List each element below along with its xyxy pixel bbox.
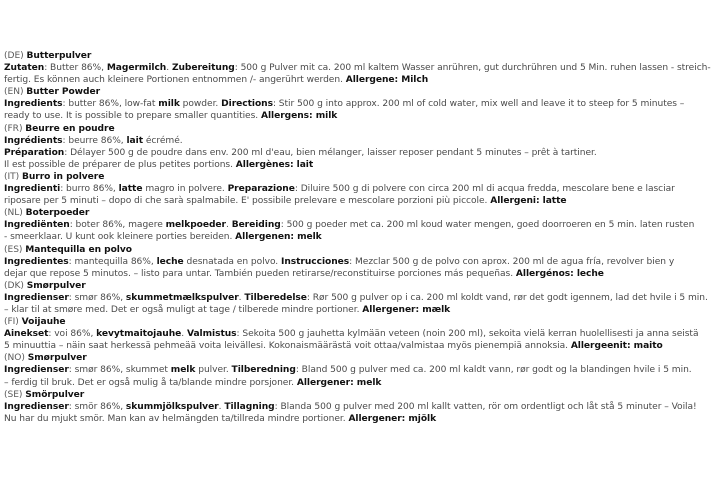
bold-term: melkpoeder — [165, 220, 226, 231]
bold-term: Magermilch — [106, 63, 167, 74]
language-section — [4, 352, 692, 388]
language-section — [4, 86, 685, 122]
body-text: . — [238, 292, 245, 303]
bold-term: Zutaten — [4, 63, 45, 74]
body-text: : boter 86%, magere — [69, 220, 166, 231]
text-line — [4, 159, 636, 171]
bold-term: Ingredientes — [4, 256, 69, 267]
bold-term: lait — [126, 135, 144, 146]
body-text: : Délayer 500 g de poudre dans env. 200 ml d'eau, bien mélanger, laisser reposer pendant 5 minutes – prêt à tartiner. — [64, 147, 597, 158]
body-text: dejar que repose 5 minutos. – listo para untar. También pueden retirarse/reconstituirse porciones más pequeñas. — [4, 268, 516, 279]
bold-term: Allergeni: latte — [490, 196, 567, 207]
bold-term: Préparation — [4, 147, 65, 158]
product-name: Boterpoeder — [25, 208, 90, 219]
body-text: powder. — [179, 99, 222, 110]
body-text: riposare per 5 minuti – dopo di che sarà spalmabile. E' possibile prelevare e mescolare porzioni più piccole. — [4, 196, 491, 207]
product-name: Smørpulver — [27, 353, 87, 364]
body-text: . — [166, 63, 172, 74]
bold-term: Tilberedning — [231, 365, 296, 376]
body-text: : Bland 500 g pulver med ca. 200 ml kaldt vann, rør godt og la blandingen hvile i 5 min. — [295, 365, 692, 376]
section-heading — [4, 244, 636, 256]
body-text: desnatada en polvo. — [183, 256, 281, 267]
language-section — [4, 244, 675, 280]
product-name: Beurre en poudre — [25, 123, 115, 134]
body-text: : 500 g Pulver mit ca. 200 ml kaltem Wasser anrühren, gut durchrühren und 5 Min. ruhen lassen - streich- — [234, 63, 711, 74]
bold-term: Allergènes: lait — [235, 159, 314, 170]
language-section — [4, 207, 695, 243]
text-line — [4, 74, 636, 86]
body-text: pulver. — [195, 365, 232, 376]
body-text: fertig. Es können auch kleinere Portionen entnommen /- angerührt werden. — [4, 75, 346, 86]
section-heading — [4, 123, 636, 135]
bold-term: Ingredienser — [4, 292, 69, 303]
language-code: (DK) — [4, 280, 24, 291]
bold-term: kevytmaitojauhe — [96, 329, 182, 340]
product-name: Smörpulver — [25, 389, 85, 400]
body-text: . — [181, 329, 187, 340]
bold-term: skummetmælkspulver — [125, 292, 239, 303]
multilingual-product-label — [4, 50, 711, 425]
body-text: : smør 86%, skummet — [68, 365, 171, 376]
product-name: Mantequilla en polvo — [25, 244, 132, 255]
body-text: ready to use. It is possible to prepare smaller quantities. — [4, 111, 261, 122]
body-text: : smör 86%, — [68, 401, 126, 412]
bold-term: Zubereitung — [171, 63, 235, 74]
language-code: (IT) — [4, 171, 20, 182]
body-text: : smør 86%, — [68, 292, 126, 303]
body-text: 5 minuuttia – näin saat herkessä pehmeää voita leivällesi. Kokonaismäärästä voit ottaa/valmistaa myös pienempiä annoksia. — [4, 341, 571, 352]
bold-term: Ingredienti — [4, 184, 61, 195]
body-text: : Butter 86%, — [44, 63, 107, 74]
bold-term: Ingrédients — [4, 135, 63, 146]
text-line — [4, 219, 695, 231]
bold-term: skummjölkspulver — [125, 401, 219, 412]
text-line — [4, 328, 699, 340]
bold-term: melk — [170, 365, 196, 376]
section-heading — [4, 50, 636, 62]
product-name: Butterpulver — [26, 51, 92, 61]
language-code: (EN) — [4, 87, 24, 98]
language-code: (NO) — [4, 353, 25, 364]
text-line — [4, 195, 636, 207]
body-text: . — [218, 401, 225, 412]
bold-term: Bereiding — [231, 220, 281, 231]
body-text: : mantequilla 86%, — [68, 256, 157, 267]
language-section — [4, 316, 699, 352]
bold-term: Ainekset — [4, 329, 49, 340]
bold-term: Directions — [221, 99, 273, 110]
bold-term: Instrucciones — [280, 256, 350, 267]
text-line — [4, 256, 675, 268]
bold-term: Tillagning — [224, 401, 275, 412]
product-name: Smørpulver — [26, 280, 86, 291]
bold-term: Allergener: mjölk — [348, 413, 437, 424]
language-section — [4, 389, 697, 425]
bold-term: milk — [158, 99, 180, 110]
text-line — [4, 135, 636, 147]
section-heading — [4, 207, 636, 219]
section-heading — [4, 171, 636, 183]
language-section — [4, 171, 675, 207]
body-text: : Rør 500 g pulver op i ca. 200 ml koldt vand, rør det godt igennem, lad det hvile i 5 min. — [306, 292, 708, 303]
language-code: (DE) — [4, 51, 24, 61]
product-name: Voijauhe — [21, 317, 66, 328]
language-code: (FR) — [4, 123, 23, 134]
body-text: : Blanda 500 g pulver med 200 ml kallt vatten, rör om ordentligt och låt stå 5 minuter – Voila! — [274, 401, 697, 412]
bold-term: Allergene: Milch — [345, 75, 429, 86]
text-line — [4, 231, 636, 243]
body-text: : Sekoita 500 g jauhetta kylmään veteen (noin 200 ml), sekoita vielä kerran huolellisesti ja anna seistä — [236, 329, 699, 340]
bold-term: Ingredienser — [4, 365, 69, 376]
bold-term: Valmistus — [186, 329, 237, 340]
language-section — [4, 123, 636, 171]
text-line — [4, 98, 685, 110]
body-text: : burro 86%, — [60, 184, 119, 195]
text-line — [4, 413, 636, 425]
section-heading — [4, 389, 636, 401]
bold-term: Allergens: milk — [260, 111, 338, 122]
body-text: magro in polvere. — [142, 184, 228, 195]
body-text: : butter 86%, low-fat — [62, 99, 159, 110]
language-section — [4, 280, 708, 316]
text-line — [4, 401, 697, 413]
bold-term: leche — [156, 256, 184, 267]
body-text: Il est possible de préparer de plus petites portions. — [4, 159, 236, 170]
body-text: : beurre 86%, — [62, 135, 127, 146]
section-heading — [4, 352, 636, 364]
bold-term: Allergener: mælk — [362, 304, 451, 315]
language-code: (FI) — [4, 317, 19, 328]
bold-term: Ingrediënten — [4, 220, 70, 231]
bold-term: latte — [118, 184, 143, 195]
bold-term: Allergeenit: maito — [570, 341, 663, 352]
body-text: – klar til at smøre med. Det er også muligt at tage / tilberede mindre portioner. — [4, 304, 363, 315]
text-line — [4, 340, 663, 352]
body-text: : voi 86%, — [48, 329, 97, 340]
language-code: (ES) — [4, 244, 23, 255]
language-code: (SE) — [4, 389, 23, 400]
body-text: - smeerklaar. U kunt ook kleinere porties bereiden. — [4, 232, 236, 243]
product-name: Butter Powder — [26, 87, 101, 98]
text-line — [4, 292, 708, 304]
text-line — [4, 147, 636, 159]
body-text: . — [226, 220, 232, 231]
body-text: : Mezclar 500 g de polvo con aprox. 200 ml de agua fría, revolver bien y — [349, 256, 675, 267]
body-text: : Stir 500 g into approx. 200 ml of cold water, mix well and leave it to steep for 5 minutes – — [272, 99, 685, 110]
section-heading — [4, 86, 636, 98]
bold-term: Tilberedelse — [244, 292, 307, 303]
language-code: (NL) — [4, 208, 23, 219]
body-text: : 500 g poeder met ca. 200 ml koud water mengen, goed doorroeren en 5 min. laten rusten — [280, 220, 695, 231]
language-section — [4, 50, 711, 86]
bold-term: Allergenen: melk — [235, 232, 322, 243]
bold-term: Allergener: melk — [296, 377, 382, 388]
bold-term: Ingredients — [4, 99, 63, 110]
text-line — [4, 268, 636, 280]
text-line — [4, 364, 692, 376]
text-line — [4, 183, 675, 195]
bold-term: Preparazione — [227, 184, 295, 195]
body-text: Nu har du mjukt smör. Man kan av helmängden ta/tillreda mindre portioner. — [4, 413, 349, 424]
body-text: – ferdig til bruk. Det er også mulig å ta/blande mindre porsjoner. — [4, 377, 297, 388]
text-line — [4, 377, 636, 389]
bold-term: Allergénos: leche — [515, 268, 604, 279]
text-line — [4, 304, 636, 316]
body-text: écrémé. — [143, 135, 183, 146]
bold-term: Ingredienser — [4, 401, 69, 412]
section-heading — [4, 280, 636, 292]
body-text: : Diluire 500 g di polvere con circa 200 ml di acqua fredda, mescolare bene e lasciar — [294, 184, 675, 195]
product-name: Burro in polvere — [21, 171, 105, 182]
text-line — [4, 62, 711, 74]
section-heading — [4, 316, 636, 328]
text-line — [4, 110, 636, 122]
